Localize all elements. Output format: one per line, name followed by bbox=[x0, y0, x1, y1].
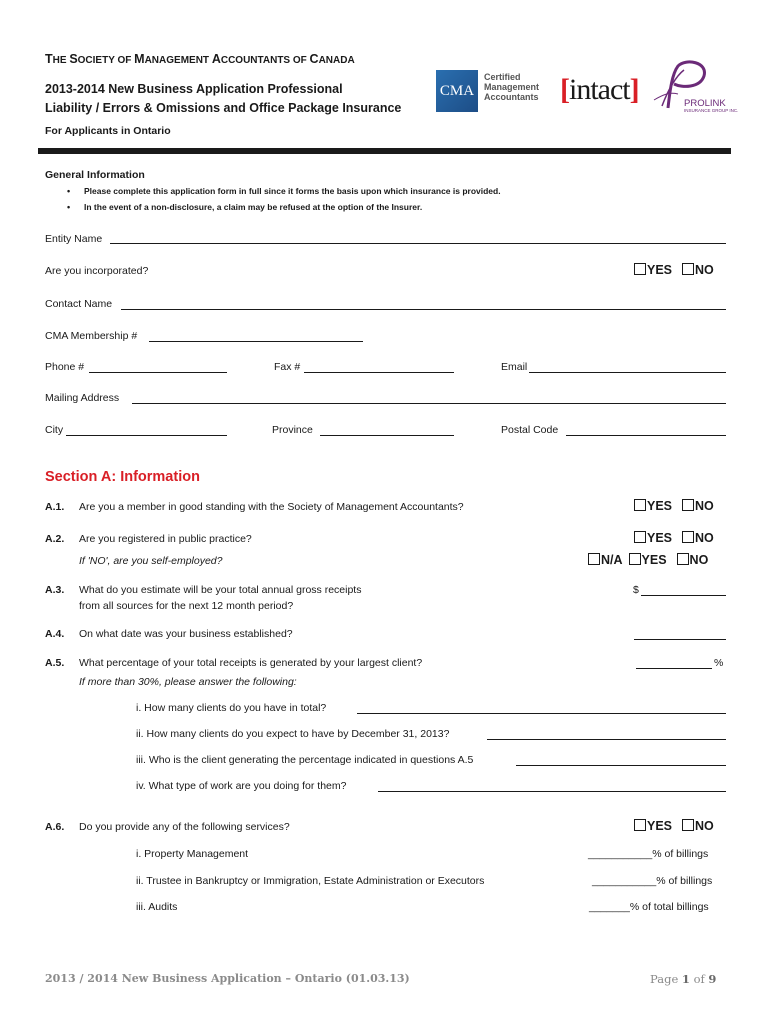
question-a5-text: What percentage of your total receipts is generated by your largest client? bbox=[79, 657, 423, 669]
percent-suffix: % bbox=[714, 657, 724, 669]
incorporated-options: YES NO bbox=[634, 263, 714, 277]
document-title: 2013-2014 New Business Application Professional Liability / Errors & Omissions and Office Package Insurance bbox=[45, 82, 402, 115]
a2-sub-no-checkbox[interactable] bbox=[677, 553, 689, 565]
a5-subquestion-iv: iv. What type of work are you doing for them? bbox=[136, 780, 347, 792]
expected-clients-field[interactable] bbox=[487, 739, 726, 740]
question-a5-subtext: If more than 30%, please answer the following: bbox=[79, 676, 297, 688]
header-divider bbox=[38, 148, 731, 154]
email-field[interactable] bbox=[529, 372, 726, 373]
province-label: Province bbox=[272, 424, 313, 436]
date-established-field[interactable] bbox=[634, 639, 726, 640]
document-subtitle: For Applicants in Ontario bbox=[45, 125, 171, 137]
question-number: A.1. bbox=[45, 501, 65, 513]
prolink-logo-text: PROLINK bbox=[684, 98, 726, 109]
a1-options: YES NO bbox=[634, 499, 714, 513]
postal-code-field[interactable] bbox=[566, 435, 726, 436]
cma-logo-text: Certified Management Accountants bbox=[484, 72, 540, 102]
question-a2-subtext: If 'NO', are you self-employed? bbox=[79, 555, 223, 567]
question-number: A.5. bbox=[45, 657, 65, 669]
entity-name-field[interactable] bbox=[110, 243, 726, 244]
incorporated-yes-checkbox[interactable] bbox=[634, 263, 646, 275]
client-name-field[interactable] bbox=[516, 765, 726, 766]
cma-membership-field[interactable] bbox=[149, 341, 363, 342]
general-information-heading: General Information bbox=[45, 169, 145, 181]
question-number: A.4. bbox=[45, 628, 65, 640]
prolink-logo-subtext: INSURANCE GROUP INC. bbox=[684, 108, 739, 113]
a1-no-checkbox[interactable] bbox=[682, 499, 694, 511]
phone-label: Phone # bbox=[45, 361, 85, 373]
a1-yes-checkbox[interactable] bbox=[634, 499, 646, 511]
page-number: Page 1 of 9 bbox=[650, 972, 717, 986]
question-number: A.3. bbox=[45, 584, 65, 596]
contact-name-field[interactable] bbox=[121, 309, 726, 310]
a6-yes-checkbox[interactable] bbox=[634, 819, 646, 831]
question-a1-text: Are you a member in good standing with the Society of Management Accountants? bbox=[79, 501, 464, 513]
a5-subquestion-i: i. How many clients do you have in total? bbox=[136, 702, 327, 714]
a2-na-checkbox[interactable] bbox=[588, 553, 600, 565]
instruction-bullet: • Please complete this application form in full since it forms the basis upon which insurance is provided. bbox=[67, 186, 501, 196]
a2-options: YES NO bbox=[634, 531, 714, 545]
a6-service-ii: ii. Trustee in Bankruptcy or Immigration, Estate Administration or Executors bbox=[136, 875, 485, 887]
phone-field[interactable] bbox=[89, 372, 227, 373]
mailing-address-field[interactable] bbox=[132, 403, 726, 404]
trustee-billings-field[interactable]: ___________% of billings bbox=[592, 875, 713, 887]
footer-document-id: 2013 / 2014 New Business Application – Ontario (01.03.13) bbox=[45, 972, 410, 985]
question-a4-text: On what date was your business established? bbox=[79, 628, 293, 640]
intact-logo: [intact] bbox=[560, 73, 639, 106]
a6-no-checkbox[interactable] bbox=[682, 819, 694, 831]
postal-code-label: Postal Code bbox=[501, 424, 559, 436]
question-number: A.2. bbox=[45, 533, 65, 545]
section-a-title: Section A: Information bbox=[45, 469, 200, 485]
property-management-billings-field[interactable]: ___________% of billings bbox=[588, 848, 709, 860]
incorporated-no-checkbox[interactable] bbox=[682, 263, 694, 275]
a2-no-checkbox[interactable] bbox=[682, 531, 694, 543]
gross-receipts-field[interactable] bbox=[641, 595, 726, 596]
cma-logo: CMA bbox=[436, 70, 478, 112]
a5-subquestion-ii: ii. How many clients do you expect to have by December 31, 2013? bbox=[136, 728, 450, 740]
a2-sub-yes-checkbox[interactable] bbox=[629, 553, 641, 565]
question-number: A.6. bbox=[45, 821, 65, 833]
organization-name: THE SOCIETY OF MANAGEMENT ACCOUNTANTS OF CANADA bbox=[45, 52, 355, 66]
incorporated-label: Are you incorporated? bbox=[45, 265, 149, 277]
entity-name-label: Entity Name bbox=[45, 233, 103, 245]
cma-membership-label: CMA Membership # bbox=[45, 330, 138, 342]
province-field[interactable] bbox=[320, 435, 454, 436]
email-label: Email bbox=[501, 361, 528, 373]
a6-service-i: i. Property Management bbox=[136, 848, 249, 860]
work-type-field[interactable] bbox=[378, 791, 726, 792]
a6-service-iii: iii. Audits bbox=[136, 901, 178, 913]
question-a3-text: from all sources for the next 12 month period? bbox=[79, 600, 294, 612]
question-a3-text: What do you estimate will be your total annual gross receipts bbox=[79, 584, 362, 596]
instruction-bullet: • In the event of a non-disclosure, a claim may be refused at the option of the Insurer. bbox=[67, 202, 423, 212]
a6-options: YES NO bbox=[634, 819, 714, 833]
a2-self-employed-options: N/A YES NO bbox=[588, 553, 708, 567]
mailing-address-label: Mailing Address bbox=[45, 392, 120, 404]
question-a2-text: Are you registered in public practice? bbox=[79, 533, 252, 545]
audits-billings-field[interactable]: _______% of total billings bbox=[589, 901, 709, 913]
fax-label: Fax # bbox=[274, 361, 301, 373]
question-a6-text: Do you provide any of the following services? bbox=[79, 821, 290, 833]
total-clients-field[interactable] bbox=[357, 713, 726, 714]
contact-name-label: Contact Name bbox=[45, 298, 113, 310]
a5-subquestion-iii: iii. Who is the client generating the percentage indicated in questions A.5 bbox=[136, 754, 474, 766]
largest-client-percent-field[interactable] bbox=[636, 668, 712, 669]
city-field[interactable] bbox=[66, 435, 227, 436]
city-label: City bbox=[45, 424, 64, 436]
fax-field[interactable] bbox=[304, 372, 454, 373]
currency-prefix: $ bbox=[633, 584, 639, 596]
a2-yes-checkbox[interactable] bbox=[634, 531, 646, 543]
